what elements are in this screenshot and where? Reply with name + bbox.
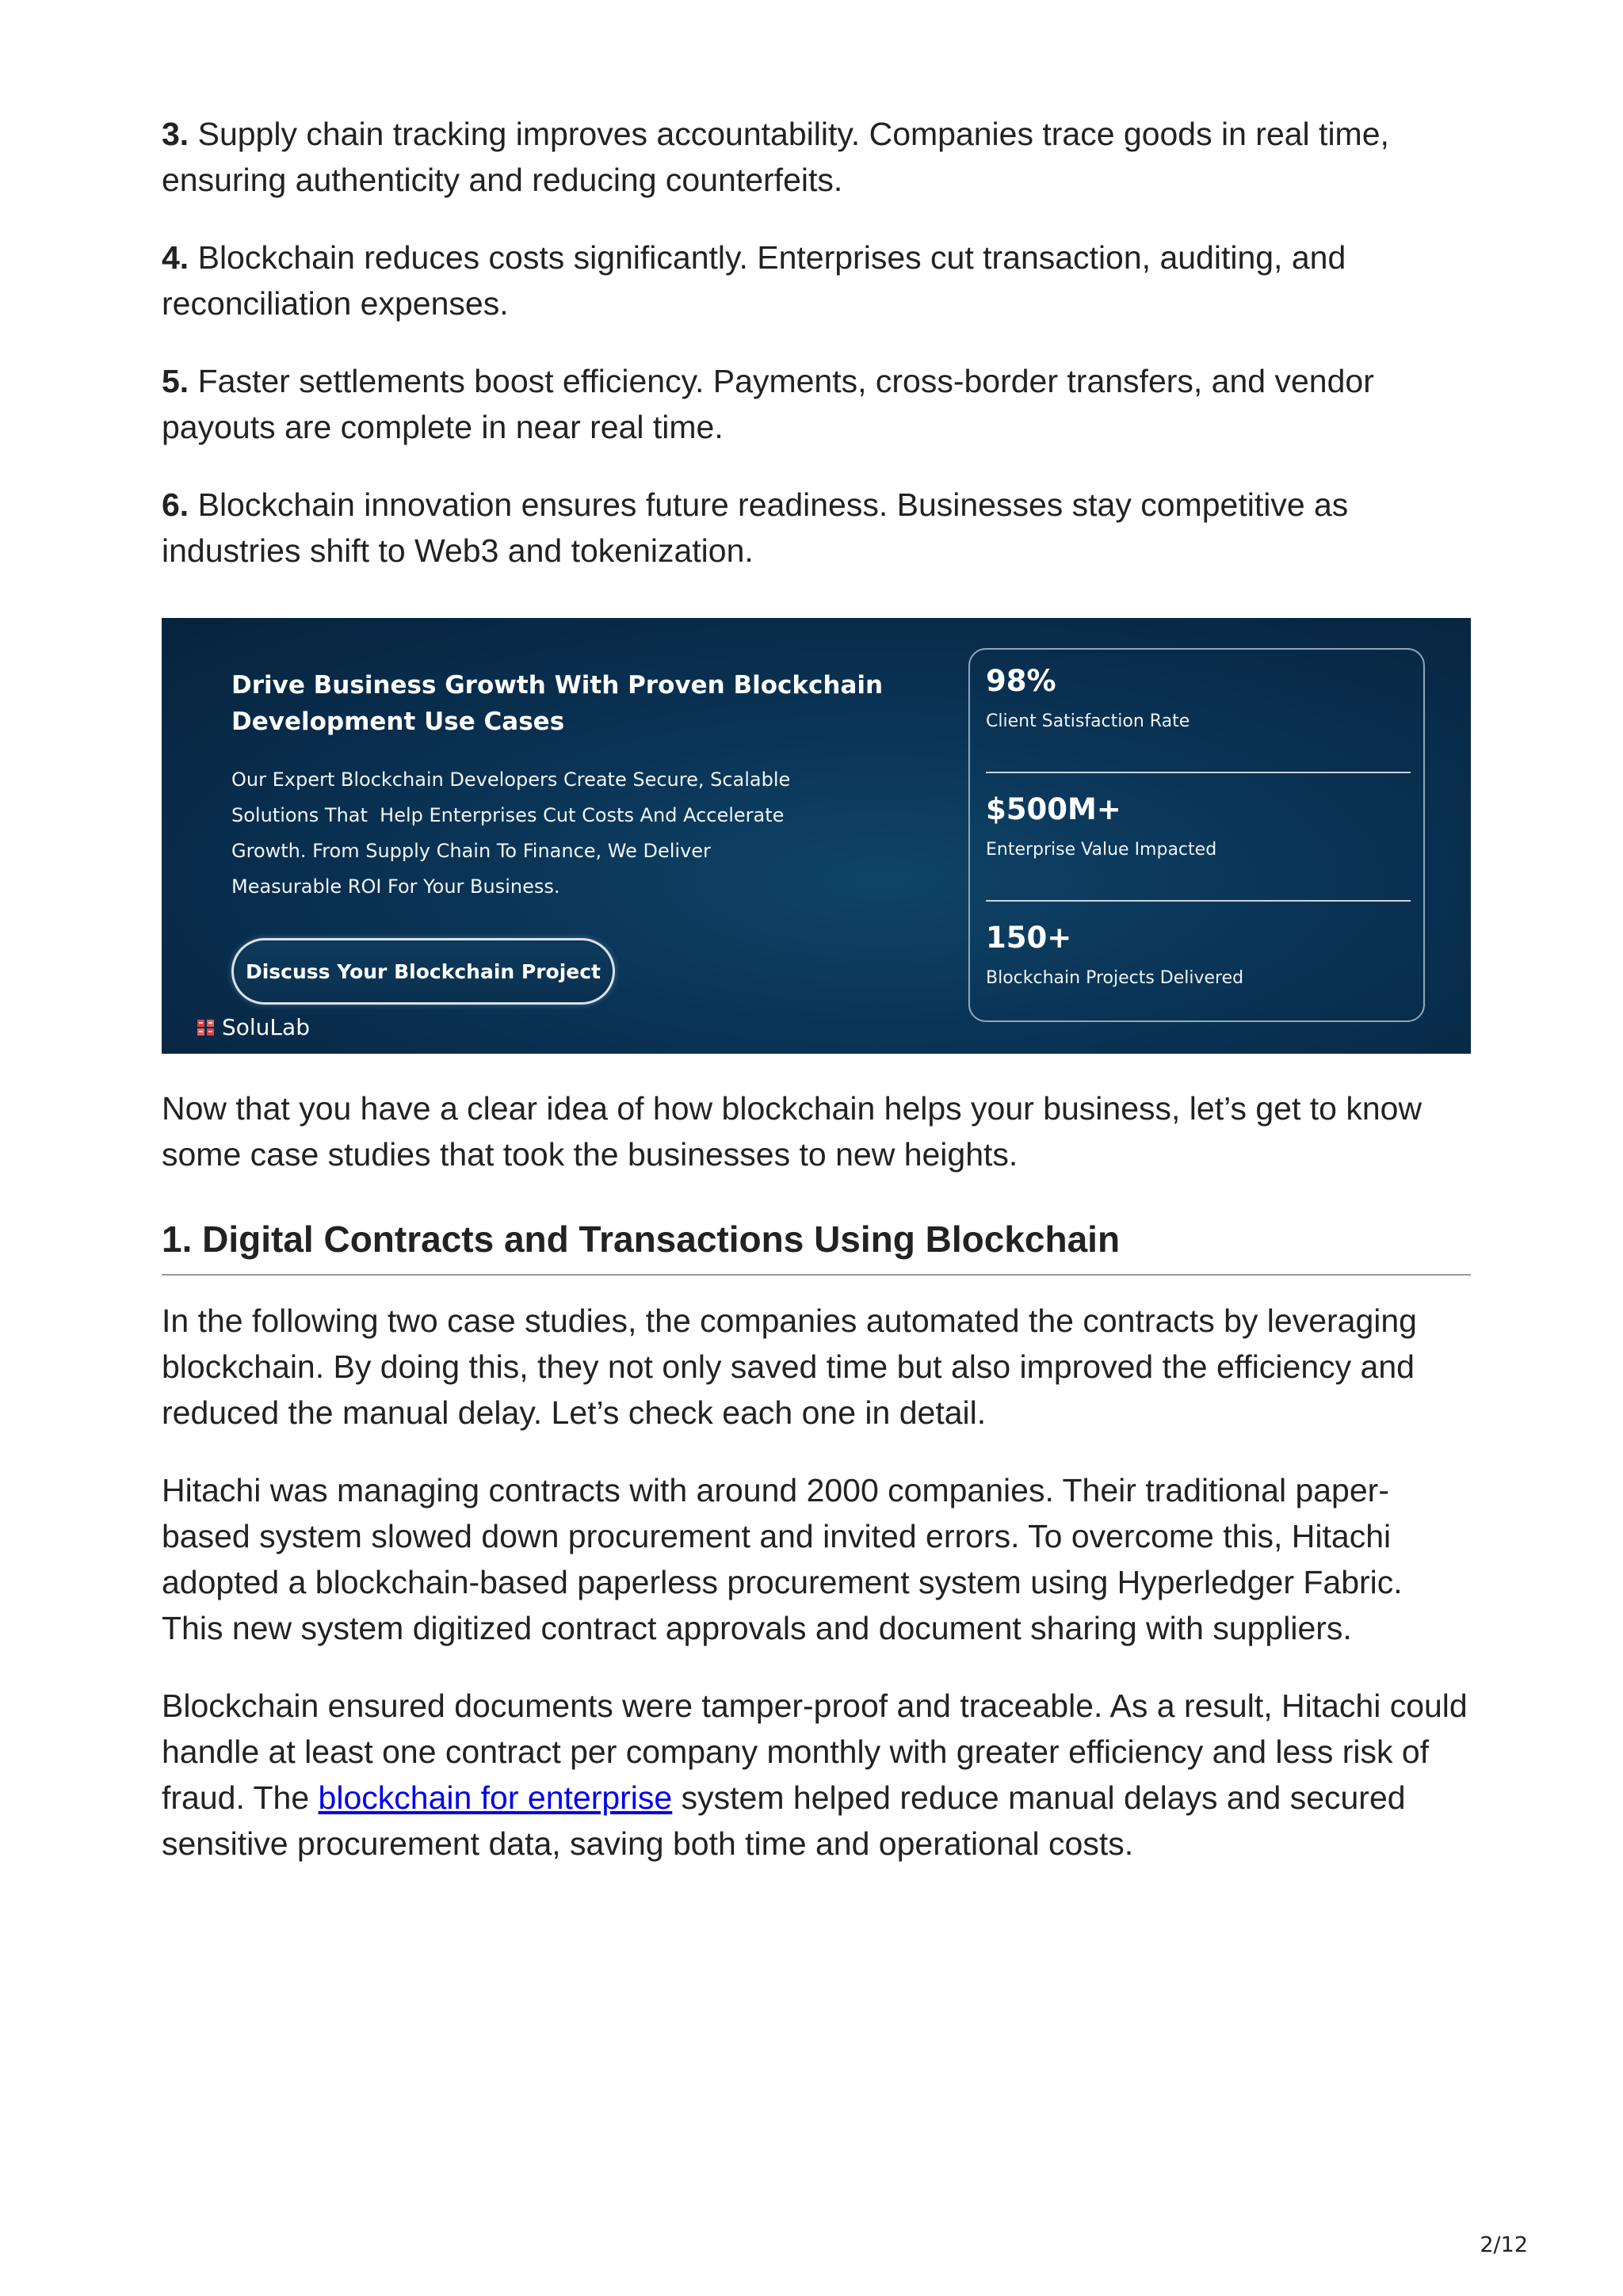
- paragraph-text: system helped reduce manual delays and secured sensitive procurement data, saving both time and operational costs.: [162, 1779, 1406, 1862]
- benefit-text: Blockchain reduces costs significantly. Enterprises cut transaction, auditing, and reconciliation expenses.: [162, 239, 1346, 322]
- section-paragraph-1: In the following two case studies, the companies automated the contracts by leveraging blockchain. By doing this, they not only saved time but also improved the efficiency and reduced the manual delay. Let’s check each one in detail.: [162, 1302, 1417, 1431]
- banner-text-block: [231, 667, 889, 905]
- banner-title-line: Drive Business Growth With Proven Blockchain: [231, 671, 884, 700]
- stat-satisfaction: [986, 664, 1190, 734]
- benefit-item-3: [162, 111, 1471, 203]
- stat-label: Client Satisfaction Rate: [986, 711, 1190, 731]
- promo-banner[interactable]: [162, 618, 1471, 1054]
- solulab-logo: [197, 1014, 310, 1040]
- banner-description: [231, 762, 889, 905]
- stat-value: 150+: [986, 921, 1072, 955]
- stats-panel: [968, 648, 1425, 1022]
- section-paragraph-3: [162, 1683, 1471, 1867]
- page-number: 2/12: [1480, 2233, 1528, 2257]
- stat-projects: [986, 921, 1243, 990]
- benefit-number: 6.: [162, 486, 189, 523]
- benefit-item-5: [162, 358, 1471, 450]
- benefit-number: 3.: [162, 116, 189, 152]
- stat-value: $500M+: [986, 792, 1121, 826]
- stat-divider: [986, 900, 1411, 902]
- stat-value: 98%: [986, 664, 1056, 698]
- stat-divider: [986, 772, 1411, 773]
- blockchain-for-enterprise-link[interactable]: blockchain for enterprise: [318, 1779, 673, 1816]
- solulab-logo-text: SoluLab: [222, 1014, 310, 1040]
- article-content: [162, 111, 1471, 1898]
- solulab-logo-icon: [197, 1018, 216, 1037]
- discuss-project-button[interactable]: Discuss Your Blockchain Project: [231, 938, 615, 1005]
- stat-label: Blockchain Projects Delivered: [986, 968, 1244, 988]
- paragraph-text: Blockchain ensured documents were tamper-proof and traceable. As a result, Hitachi could handle at least one contract per company monthly with greater efficiency and less risk of fraud. The: [162, 1688, 1468, 1816]
- section-heading: 1. Digital Contracts and Transactions Using Blockchain: [162, 1217, 1471, 1276]
- banner-desc-line: Solutions That Help Enterprises Cut Costs And Accelerate: [231, 804, 785, 826]
- benefit-item-6: [162, 482, 1471, 574]
- banner-title-line: Development Use Cases: [231, 707, 565, 736]
- benefit-text: Faster settlements boost efficiency. Payments, cross-border transfers, and vendor payouts are complete in near real time.: [162, 363, 1374, 445]
- benefit-number: 4.: [162, 239, 189, 276]
- stat-enterprise-value: [986, 792, 1216, 862]
- banner-desc-line: Our Expert Blockchain Developers Create Secure, Scalable: [231, 769, 791, 791]
- section-paragraph-2: Hitachi was managing contracts with around 2000 companies. Their traditional paper-based system slowed down procurement and invited errors. To overcome this, Hitachi adopted a blockchain-based paperless procurement system using Hyperledger Fabric. This new system digitized contract approvals and document sharing with suppliers.: [162, 1472, 1403, 1646]
- benefit-number: 5.: [162, 363, 189, 399]
- banner-desc-line: Measurable ROI For Your Business.: [231, 875, 560, 898]
- benefit-text: Supply chain tracking improves accountability. Companies trace goods in real time, ensuring authenticity and reducing counterfeits.: [162, 116, 1389, 198]
- banner-title: [231, 667, 889, 740]
- intro-paragraph: Now that you have a clear idea of how blockchain helps your business, let’s get to know some case studies that took the businesses to new heights.: [162, 1090, 1423, 1173]
- stat-label: Enterprise Value Impacted: [986, 840, 1217, 860]
- banner-desc-line: Growth. From Supply Chain To Finance, We Deliver: [231, 840, 711, 862]
- benefit-item-4: [162, 235, 1471, 326]
- benefit-text: Blockchain innovation ensures future readiness. Businesses stay competitive as industries shift to Web3 and tokenization.: [162, 486, 1349, 569]
